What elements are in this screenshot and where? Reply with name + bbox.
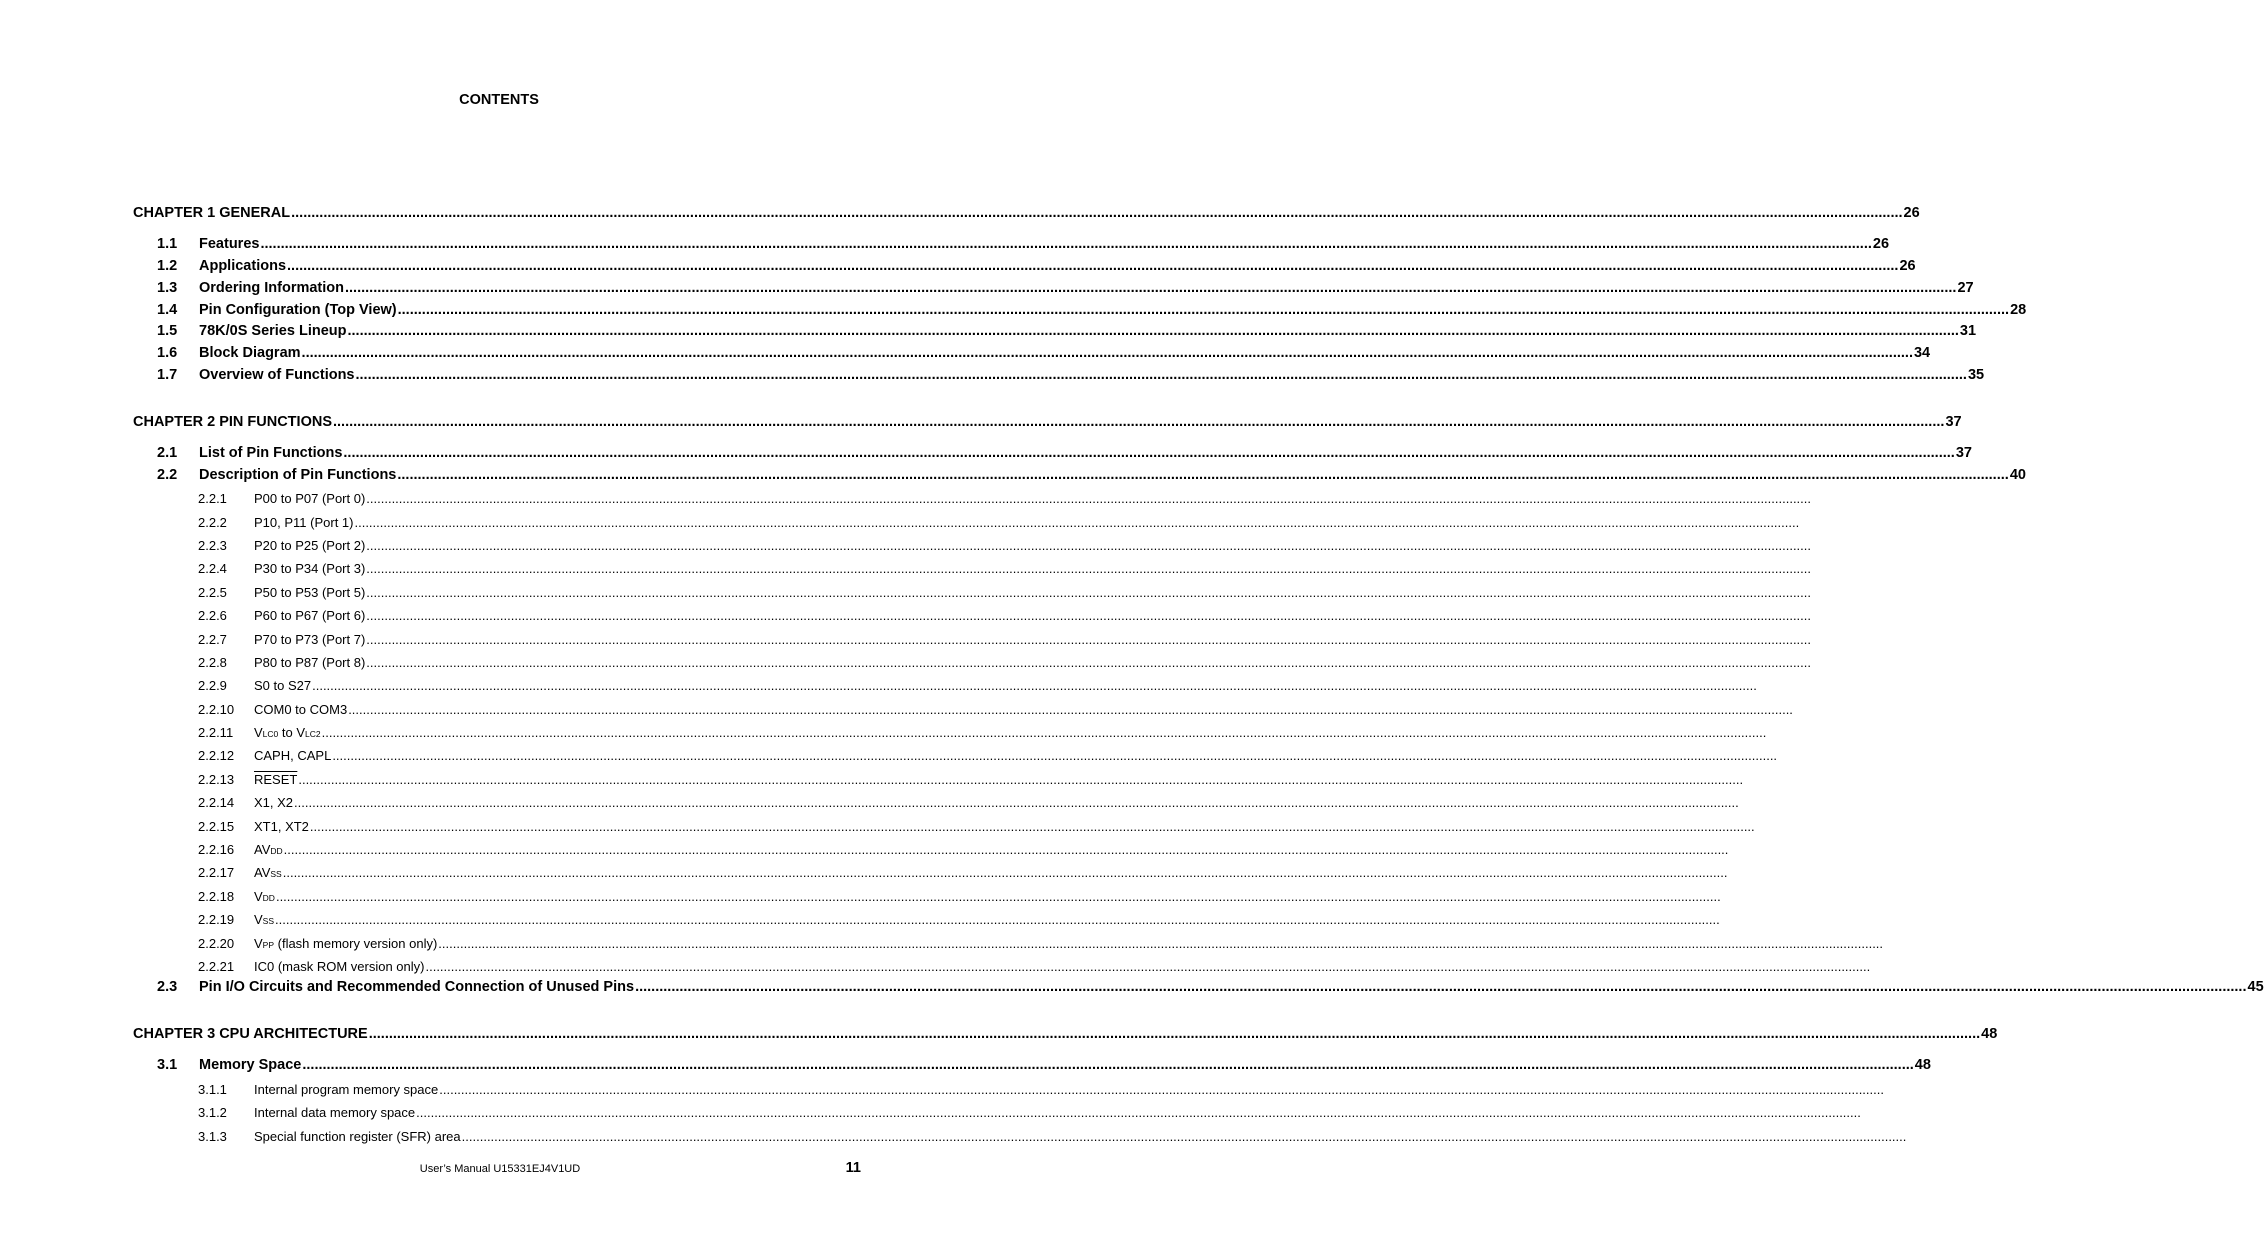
toc-entry-number: 2.2.13: [198, 772, 235, 787]
toc-entry-leader-line: [254, 538, 1812, 553]
toc-dot-leader: ................................................................................................................................................................................................................................................................................................................................................................................................................: [397, 467, 2009, 483]
toc-entry-number: 2.2.15: [198, 819, 235, 834]
toc-dot-leader: ................................................................................................................................................................................................................................................................................................................................................................................................................: [366, 538, 1812, 553]
toc-entry-title: P50 to P53 (Port 5): [254, 585, 366, 600]
toc-dot-leader: ................................................................................................................................................................................................................................................................................................................................................................................................................: [301, 345, 1913, 361]
toc-dot-leader: ................................................................................................................................................................................................................................................................................................................................................................................................................: [366, 608, 1812, 623]
toc-entry-page-number: 48: [1981, 1026, 1998, 1042]
toc-entry[interactable]: [0, 979, 2264, 999]
toc-entry[interactable]: [0, 1057, 1931, 1077]
toc-entry-page-number: 35: [1967, 367, 1985, 383]
toc-entry[interactable]: [0, 345, 1931, 365]
toc-entry-leader-line: [199, 236, 1890, 252]
toc-dot-leader: ................................................................................................................................................................................................................................................................................................................................................................................................................: [416, 1105, 1861, 1120]
toc-entry-leader-line: [254, 702, 1793, 717]
toc-entry-leader-line: [254, 632, 1812, 647]
toc-entry-title: Internal program memory space: [254, 1082, 439, 1097]
footer-page-number: 11: [845, 1160, 861, 1176]
toc-entry-page-number: 27: [1957, 280, 1974, 296]
toc-entry-number: 1.4: [157, 302, 178, 318]
toc-entry-number: 2.2.16: [198, 842, 235, 857]
toc-entry[interactable]: [0, 302, 2027, 322]
toc-entry-title: P20 to P25 (Port 2): [254, 538, 366, 553]
toc-entry-page-number: 48: [1914, 1057, 1931, 1073]
toc-entry[interactable]: [0, 865, 1728, 885]
toc-dot-leader: ................................................................................................................................................................................................................................................................................................................................................................................................................: [397, 302, 2010, 318]
toc-entry-number: 2.2: [157, 467, 178, 483]
toc-entry-leader-line: [199, 323, 1977, 339]
toc-entry[interactable]: [0, 795, 1739, 815]
toc-entry[interactable]: [0, 258, 1916, 278]
toc-dot-leader: ................................................................................................................................................................................................................................................................................................................................................................................................................: [347, 323, 1959, 339]
toc-dot-leader: ................................................................................................................................................................................................................................................................................................................................................................................................................: [283, 842, 1729, 857]
toc-dot-leader: ................................................................................................................................................................................................................................................................................................................................................................................................................: [298, 772, 1744, 787]
toc-entry[interactable]: [0, 414, 1962, 434]
toc-entry-number: 2.2.19: [198, 912, 235, 927]
toc-entry-title: Pin Configuration (Top View): [199, 302, 397, 318]
toc-entry-leader-line: [254, 748, 1778, 763]
toc-entry-leader-line: [254, 585, 1812, 600]
toc-entry-title: Description of Pin Functions: [199, 467, 397, 483]
toc-entry[interactable]: [0, 367, 1985, 387]
toc-entry-leader-line: [254, 655, 1812, 670]
toc-entry-page-number: 26: [1903, 205, 1920, 221]
toc-entry-leader-line: [199, 467, 2026, 483]
toc-dot-leader: ................................................................................................................................................................................................................................................................................................................................................................................................................: [366, 585, 1812, 600]
toc-entry-number: 2.2.9: [198, 678, 227, 693]
toc-entry[interactable]: [0, 936, 1884, 956]
toc-entry[interactable]: [0, 1082, 1884, 1102]
toc-entry-number: 2.2.21: [198, 959, 235, 974]
toc-entry-title: VDD: [254, 889, 275, 904]
toc-entry-number: 2.2.1: [198, 491, 227, 506]
toc-entry-leader-line: [254, 725, 1767, 740]
toc-entry-leader-line: [133, 205, 1920, 221]
toc-dot-leader: ................................................................................................................................................................................................................................................................................................................................................................................................................: [366, 561, 1812, 576]
toc-entry-title: Internal data memory space: [254, 1105, 416, 1120]
toc-entry-title: CHAPTER 1 GENERAL: [133, 205, 291, 221]
toc-entry[interactable]: [0, 1026, 1998, 1046]
toc-entry-title: P80 to P87 (Port 8): [254, 655, 366, 670]
toc-dot-leader: ................................................................................................................................................................................................................................................................................................................................................................................................................: [354, 515, 1800, 530]
toc-entry-title: P10, P11 (Port 1): [254, 515, 354, 530]
toc-dot-leader: ................................................................................................................................................................................................................................................................................................................................................................................................................: [343, 445, 1955, 461]
toc-entry-leader-line: [254, 959, 1871, 974]
toc-entry[interactable]: [0, 538, 1812, 558]
toc-entry-leader-line: [254, 515, 1800, 530]
toc-entry-title: Features: [199, 236, 260, 252]
toc-entry-title: 78K/0S Series Lineup: [199, 323, 347, 339]
toc-entry-number: 2.2.3: [198, 538, 227, 553]
toc-entry-title: Special function register (SFR) area: [254, 1129, 461, 1144]
toc-entry-leader-line: [199, 979, 2264, 995]
toc-dot-leader: ................................................................................................................................................................................................................................................................................................................................................................................................................: [366, 655, 1812, 670]
toc-entry-title: VLC0 to VLC2: [254, 725, 321, 740]
toc-entry-title: P30 to P34 (Port 3): [254, 561, 366, 576]
toc-dot-leader: ................................................................................................................................................................................................................................................................................................................................................................................................................: [461, 1129, 1907, 1144]
toc-entry-leader-line: [254, 1105, 1861, 1120]
toc-entry-leader-line: [254, 678, 1757, 693]
toc-entry[interactable]: [0, 467, 2026, 487]
toc-entry-title: XT1, XT2: [254, 819, 309, 834]
toc-entry-title: CAPH, CAPL: [254, 748, 332, 763]
toc-entry-leader-line: [199, 445, 1972, 461]
toc-entry-number: 3.1: [157, 1057, 178, 1073]
toc-entry-page-number: 37: [1945, 414, 1962, 430]
toc-entry-leader-line: [254, 912, 1720, 927]
toc-dot-leader: ................................................................................................................................................................................................................................................................................................................................................................................................................: [282, 865, 1728, 880]
toc-entry[interactable]: [0, 842, 1729, 862]
toc-entry[interactable]: [0, 819, 1755, 839]
toc-dot-leader: ................................................................................................................................................................................................................................................................................................................................................................................................................: [332, 748, 1778, 763]
toc-entry-title: Pin I/O Circuits and Recommended Connection of Unused Pins: [199, 979, 635, 995]
toc-entry-number: 1.3: [157, 280, 178, 296]
toc-entry-title: CHAPTER 2 PIN FUNCTIONS: [133, 414, 332, 430]
toc-entry-page-number: 40: [2009, 467, 2026, 483]
toc-entry-title: Memory Space: [199, 1057, 302, 1073]
toc-entry-number: 2.1: [157, 445, 178, 461]
toc-entry-title: S0 to S27: [254, 678, 312, 693]
toc-entry-title: List of Pin Functions: [199, 445, 343, 461]
toc-entry[interactable]: [0, 655, 1812, 675]
toc-dot-leader: ................................................................................................................................................................................................................................................................................................................................................................................................................: [355, 367, 1967, 383]
toc-entry-title: IC0 (mask ROM version only): [254, 959, 425, 974]
toc-dot-leader: ................................................................................................................................................................................................................................................................................................................................................................................................................: [302, 1057, 1914, 1073]
toc-entry-page-number: 37: [1955, 445, 1972, 461]
toc-entry-number: 3.1.2: [198, 1105, 227, 1120]
toc-entry-number: 2.2.5: [198, 585, 227, 600]
toc-entry-number: 2.2.20: [198, 936, 235, 951]
toc-entry-leader-line: [254, 608, 1812, 623]
toc-dot-leader: ................................................................................................................................................................................................................................................................................................................................................................................................................: [275, 889, 1721, 904]
toc-entry-page-number: 26: [1899, 258, 1916, 274]
toc-entry[interactable]: [0, 561, 1812, 581]
toc-entry-page-number: 45: [2247, 979, 2264, 995]
toc-entry-number: 2.2.11: [198, 725, 234, 740]
toc-entry[interactable]: [0, 445, 1972, 465]
toc-dot-leader: ................................................................................................................................................................................................................................................................................................................................................................................................................: [333, 414, 1945, 430]
toc-entry-number: 2.2.10: [198, 702, 235, 717]
toc-entry-title: P70 to P73 (Port 7): [254, 632, 366, 647]
toc-entry[interactable]: [0, 678, 1757, 698]
toc-entry-number: 2.2.14: [198, 795, 235, 810]
toc-entry-title: COM0 to COM3: [254, 702, 348, 717]
toc-entry-title: Block Diagram: [199, 345, 301, 361]
toc-entry-leader-line: [254, 795, 1739, 810]
toc-dot-leader: ................................................................................................................................................................................................................................................................................................................................................................................................................: [366, 632, 1812, 647]
toc-entry[interactable]: [0, 205, 1920, 225]
toc-entry-number: 1.1: [157, 236, 178, 252]
toc-entry-page-number: 34: [1913, 345, 1931, 361]
toc-entry-number: 1.5: [157, 323, 178, 339]
toc-entry-leader-line: [199, 367, 1985, 383]
toc-entry-leader-line: [254, 865, 1728, 880]
toc-entry-number: 1.7: [157, 367, 178, 383]
toc-entry[interactable]: [0, 585, 1812, 605]
toc-entry[interactable]: [0, 912, 1720, 932]
toc-dot-leader: ................................................................................................................................................................................................................................................................................................................................................................................................................: [348, 702, 1793, 717]
toc-entry-number: 2.2.6: [198, 608, 227, 623]
toc-entry-title: P00 to P07 (Port 0): [254, 491, 366, 506]
toc-entry[interactable]: [0, 1129, 1907, 1149]
toc-entry-number: 1.6: [157, 345, 178, 361]
toc-entry[interactable]: [0, 1105, 1861, 1125]
toc-entry-leader-line: [254, 1129, 1907, 1144]
toc-entry-number: 1.2: [157, 258, 178, 274]
toc-entry-page-number: 31: [1959, 323, 1977, 339]
toc-dot-leader: ................................................................................................................................................................................................................................................................................................................................................................................................................: [366, 491, 1812, 506]
toc-entry-leader-line: [199, 280, 1974, 296]
toc-entry-title: RESET: [254, 772, 298, 787]
toc-entry-page-number: 28: [2010, 302, 2027, 318]
toc-dot-leader: ................................................................................................................................................................................................................................................................................................................................................................................................................: [275, 912, 1720, 927]
toc-entry-leader-line: [199, 302, 2027, 318]
toc-dot-leader: ................................................................................................................................................................................................................................................................................................................................................................................................................: [368, 1026, 1981, 1042]
toc-entry-leader-line: [254, 1082, 1884, 1097]
toc-entry-title: Ordering Information: [199, 280, 344, 296]
toc-entry-number: 2.3: [157, 979, 178, 995]
toc-dot-leader: ................................................................................................................................................................................................................................................................................................................................................................................................................: [260, 236, 1872, 252]
toc-dot-leader: ................................................................................................................................................................................................................................................................................................................................................................................................................: [312, 678, 1757, 693]
toc-dot-leader: ................................................................................................................................................................................................................................................................................................................................................................................................................: [321, 725, 1767, 740]
toc-entry-title: X1, X2: [254, 795, 294, 810]
page-title: CONTENTS: [459, 92, 539, 108]
toc-entry-leader-line: [199, 1057, 1931, 1073]
toc-entry[interactable]: [0, 515, 1800, 535]
toc-entry-leader-line: [133, 1026, 1998, 1042]
toc-entry-title: AVDD: [254, 842, 283, 857]
toc-entry-title: Overview of Functions: [199, 367, 355, 383]
toc-entry[interactable]: [0, 323, 1977, 343]
toc-entry[interactable]: [0, 632, 1812, 652]
toc-entry-leader-line: [254, 561, 1812, 576]
toc-entry-leader-line: [199, 345, 1931, 361]
toc-entry[interactable]: [0, 608, 1812, 628]
toc-entry-title: CHAPTER 3 CPU ARCHITECTURE: [133, 1026, 368, 1042]
toc-entry-number: 3.1.3: [198, 1129, 227, 1144]
toc-entry-title: P60 to P67 (Port 6): [254, 608, 366, 623]
toc-entry-number: 2.2.18: [198, 889, 235, 904]
toc-dot-leader: ................................................................................................................................................................................................................................................................................................................................................................................................................: [425, 959, 1871, 974]
toc-dot-leader: ................................................................................................................................................................................................................................................................................................................................................................................................................: [635, 979, 2247, 995]
toc-entry[interactable]: [0, 889, 1721, 909]
toc-entry-number: 2.2.7: [198, 632, 227, 647]
toc-entry-leader-line: [254, 842, 1729, 857]
toc-entry[interactable]: [0, 748, 1778, 768]
toc-entry-leader-line: [254, 772, 1744, 787]
toc-entry-leader-line: [254, 936, 1884, 951]
toc-entry-leader-line: [133, 414, 1962, 430]
toc-entry-leader-line: [254, 889, 1721, 904]
toc-dot-leader: ................................................................................................................................................................................................................................................................................................................................................................................................................: [345, 280, 1957, 296]
toc-entry-page-number: 26: [1872, 236, 1890, 252]
toc-entry-title: VSS: [254, 912, 275, 927]
toc-entry-leader-line: [254, 491, 1812, 506]
toc-entry[interactable]: [0, 280, 1974, 300]
toc-entry-title: Applications: [199, 258, 287, 274]
toc-dot-leader: ................................................................................................................................................................................................................................................................................................................................................................................................................: [291, 205, 1903, 221]
toc-dot-leader: ................................................................................................................................................................................................................................................................................................................................................................................................................: [294, 795, 1739, 810]
toc-entry-number: 2.2.4: [198, 561, 227, 576]
toc-entry-number: 2.2.17: [198, 865, 235, 880]
toc-entry[interactable]: [0, 491, 1812, 511]
toc-entry-number: 3.1.1: [198, 1082, 227, 1097]
toc-dot-leader: ................................................................................................................................................................................................................................................................................................................................................................................................................: [439, 1082, 1884, 1097]
toc-entry[interactable]: [0, 702, 1793, 722]
toc-entry-leader-line: [199, 258, 1916, 274]
toc-entry-leader-line: [254, 819, 1755, 834]
toc-entry[interactable]: [0, 725, 1767, 745]
toc-entry-title: VPP (flash memory version only): [254, 936, 438, 951]
toc-entry-title: AVSS: [254, 865, 282, 880]
toc-dot-leader: ................................................................................................................................................................................................................................................................................................................................................................................................................: [438, 936, 1884, 951]
toc-entry[interactable]: [0, 236, 1890, 256]
toc-entry-number: 2.2.12: [198, 748, 235, 763]
toc-entry[interactable]: [0, 959, 1871, 979]
toc-entry[interactable]: [0, 772, 1744, 792]
footer-manual-id: User’s Manual U15331EJ4V1UD: [419, 1163, 581, 1175]
toc-entry-number: 2.2.8: [198, 655, 227, 670]
toc-dot-leader: ................................................................................................................................................................................................................................................................................................................................................................................................................: [309, 819, 1755, 834]
toc-entry-number: 2.2.2: [198, 515, 227, 530]
toc-dot-leader: ................................................................................................................................................................................................................................................................................................................................................................................................................: [287, 258, 1899, 274]
